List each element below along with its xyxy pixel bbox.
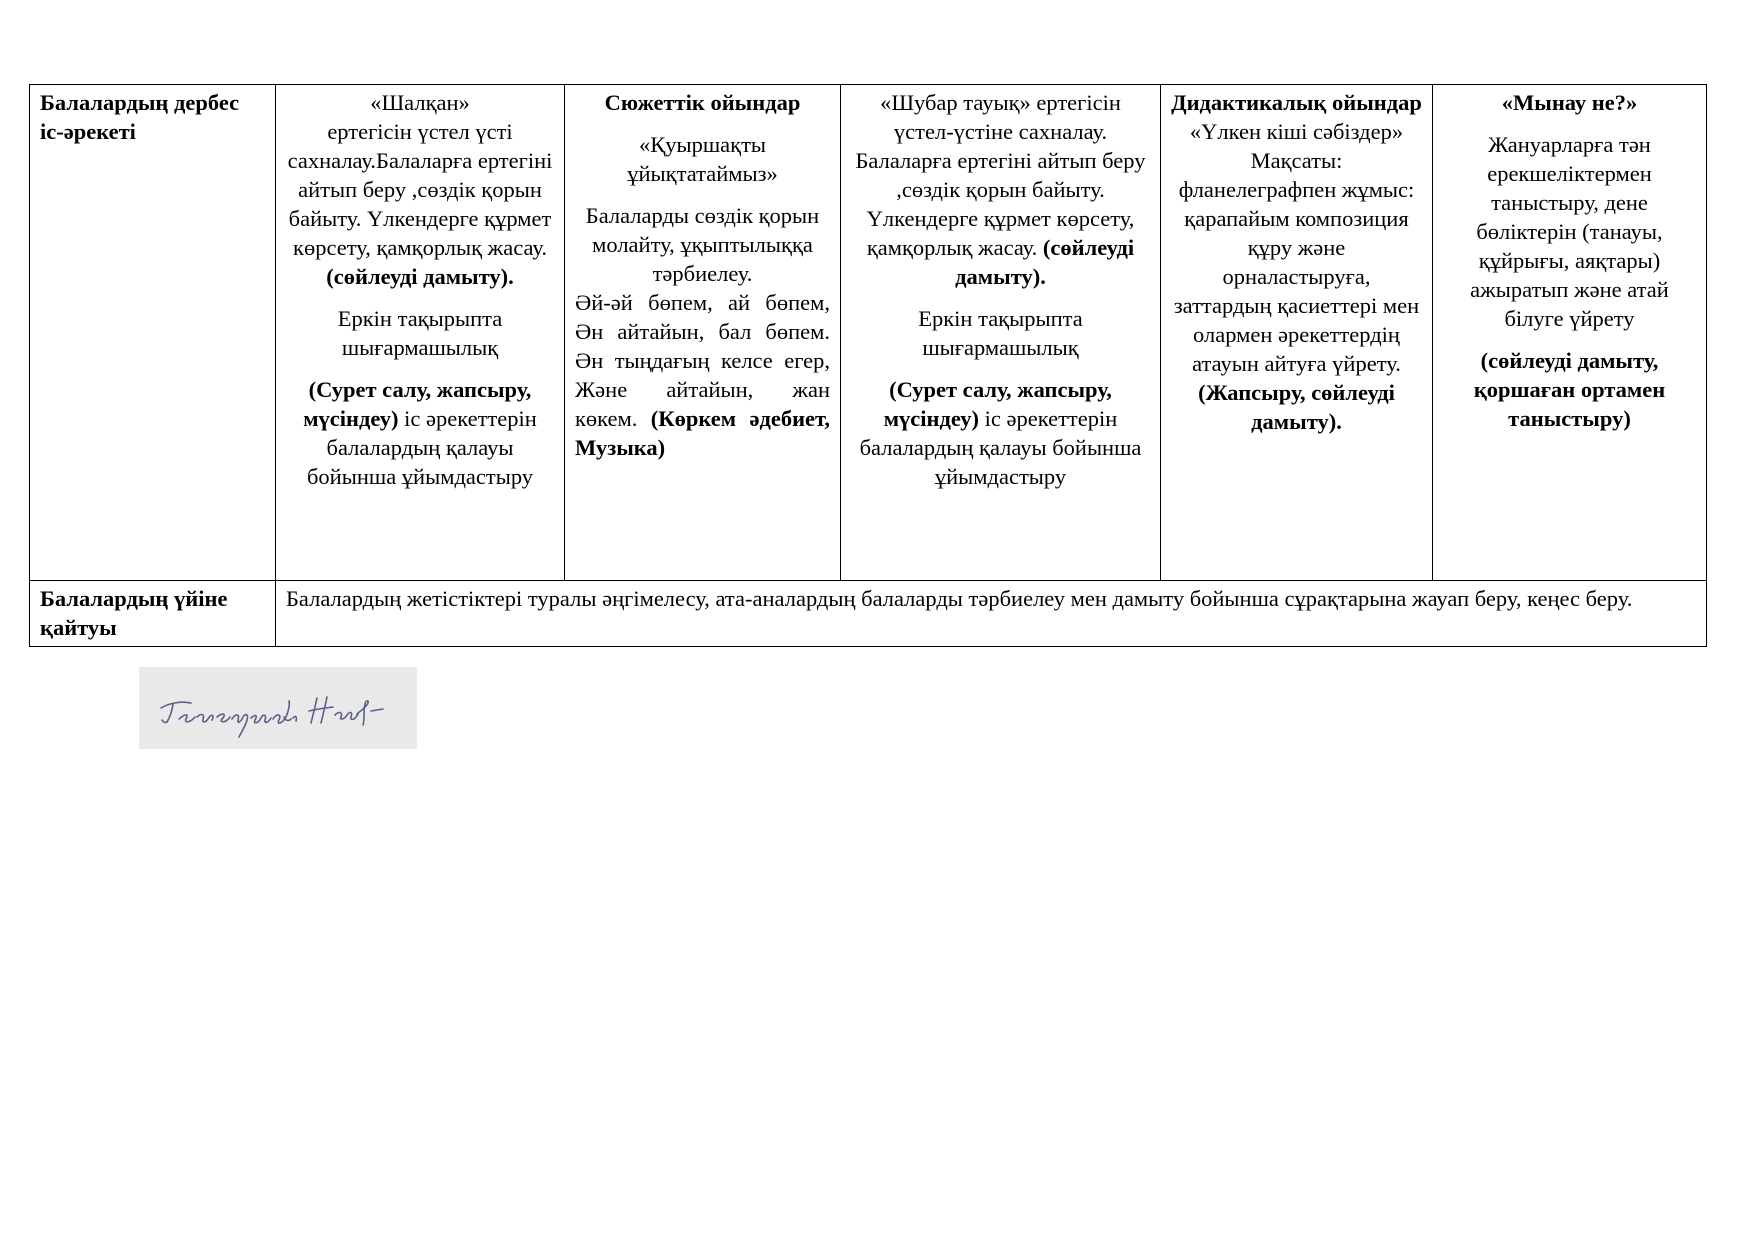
handwritten-signature: [139, 667, 417, 749]
activity-text: (Сурет салу, жапсыру, мүсіндеу) іс әрекеттерін балалардың қалауы бойынша ұйымдастыру: [859, 377, 1142, 489]
activity-text: (сөйлеуді дамыту, қоршаған ортамен таныстыру): [1473, 348, 1666, 431]
activity-poem: Әй-әй бөпем, ай бөпем, Ән айтайын, бал бөпем. Ән тыңдағың келсе егер, Және айтайын, жан көкем. (Көркем әдебиет, Музыка): [575, 290, 831, 460]
activity-cell: [841, 85, 1161, 581]
activity-title: Сюжеттік ойындар: [604, 90, 801, 115]
activity-title: Дидактикалық ойындар: [1171, 90, 1422, 115]
activity-text: (Сурет салу, жапсыру, мүсіндеу) іс әрекеттерін балалардың қалауы бойынша ұйымдастыру: [303, 377, 537, 489]
activity-text: Жануарларға тән ерекшеліктермен таныстыру, дене бөліктерін (танауы, құйрығы, аяқтары) ажыратып және атай білуге үйрету: [1470, 132, 1669, 331]
activity-title: «Мынау не?»: [1501, 90, 1638, 115]
activity-cell: [1433, 85, 1707, 581]
activity-cell: [565, 85, 841, 581]
activity-text: «Шалқан» ертегісін үстел үсті сахналау.Балаларға ертегіні айтып беру ,сөздік қорын байыту. Үлкендерге құрмет көрсету, қамқорлық жасау. (сөйлеуді дамыту).: [287, 90, 553, 289]
row-text: Балалардың жетістіктері туралы әңгімелесу, ата-аналардың балаларды тәрбиелеу мен дамыту бойынша сұрақтарына жауап беру, кеңес беру.: [276, 581, 1707, 647]
activity-cell: [276, 85, 565, 581]
activity-text: Еркін тақырыпта шығармашылық: [918, 306, 1083, 360]
table-row: [30, 85, 1707, 581]
row-label: Балалардың дербес іс-әрекеті: [30, 85, 276, 581]
activity-text: «Шубар тауық» ертегісін үстел-үстіне сахналау. Балаларға ертегіні айтып беру ,сөздік қорын байыту. Үлкендерге құрмет көрсету, қамқорлық жасау. (сөйлеуді дамыту).: [855, 90, 1146, 289]
activity-text: Балаларды сөздік қорын молайту, ұқыптылыққа тәрбиелеу.: [585, 203, 820, 286]
signature-stamp: [139, 667, 417, 749]
activity-subtitle: «Қуыршақты ұйықтатаймыз»: [627, 132, 778, 186]
activity-cell: [1161, 85, 1433, 581]
activity-text: Еркін тақырыпта шығармашылық: [337, 306, 503, 360]
activity-text: Мақсаты: фланелеграфпен жұмыс: қарапайым композиция құру және орналастыруға, заттардың қасиеттері мен олармен әрекеттердің атауын айтуға үйрету. (Жапсыру, сөйлеуді дамыту).: [1173, 148, 1420, 434]
activity-subtitle: «Үлкен кіші сәбіздер»: [1189, 119, 1404, 144]
schedule-table: [29, 84, 1707, 647]
row-label: Балалардың үйіне қайтуы: [30, 581, 276, 647]
table-row: [30, 581, 1707, 647]
